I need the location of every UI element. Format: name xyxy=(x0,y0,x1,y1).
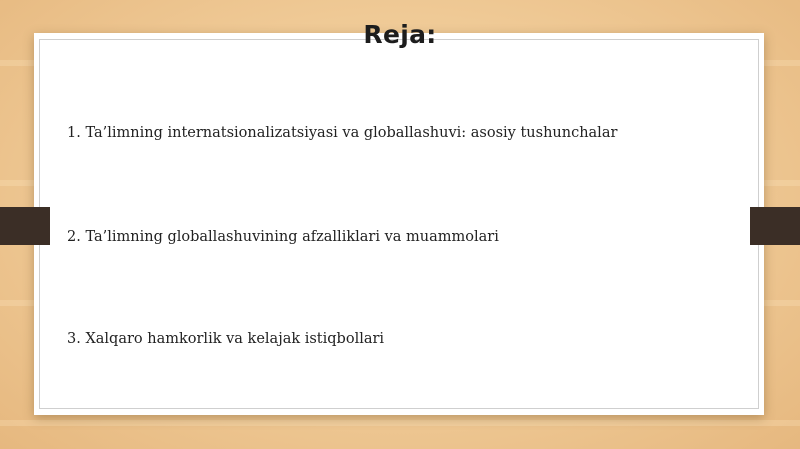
plan-item-1: 1. Ta’limning internatsionalizatsiyasi va globallashuvi: asosiy tushunchalar xyxy=(67,125,618,141)
right-side-tab xyxy=(750,207,800,245)
plan-item-3: 3. Xalqaro hamkorlik va kelajak istiqbollari xyxy=(67,331,385,347)
left-side-tab xyxy=(0,207,50,245)
wood-texture xyxy=(0,420,800,426)
plan-item-2: 2. Ta’limning globallashuvining afzalliklari va muammolari xyxy=(67,229,499,245)
slide-card xyxy=(34,33,764,415)
slide-card-border xyxy=(39,39,759,409)
slide-title: Reja: xyxy=(363,20,437,49)
